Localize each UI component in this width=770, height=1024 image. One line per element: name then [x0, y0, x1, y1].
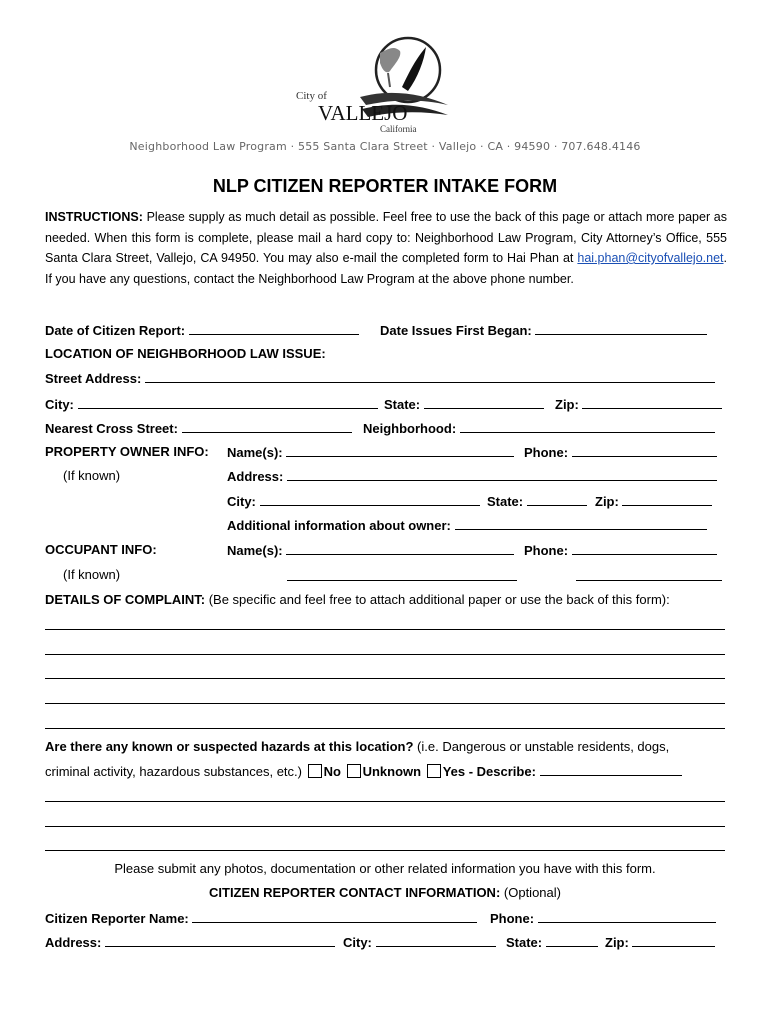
owner-names-field[interactable]: Name(s): [227, 444, 514, 460]
reporter-zip-field[interactable]: Zip: [605, 934, 715, 950]
submit-note: Please submit any photos, documentation or other related information you have with this form. [114, 861, 656, 876]
owner-phone-field[interactable]: Phone: [524, 444, 717, 460]
occupant-names-line-2[interactable] [287, 580, 517, 581]
instructions-text-2: . If you have any questions, contact the Neighborhood Law Program at the above phone number. [45, 251, 727, 286]
neighborhood-field[interactable]: Neighborhood: [363, 420, 715, 436]
form-title: NLP CITIZEN REPORTER INTAKE FORM [212, 176, 558, 196]
hazards-options-row: criminal activity, hazardous substances, etc.) No Unknown Yes - Describe: [45, 763, 682, 779]
unknown-checkbox[interactable] [347, 764, 361, 778]
occupant-if-known: (If known) [63, 567, 121, 582]
cross-street-field[interactable]: Nearest Cross Street: [45, 420, 352, 436]
instructions [45, 207, 727, 289]
hazards-question: Are there any known or suspected hazards at this location? (i.e. Dangerous or unstable residents, dogs, [45, 739, 670, 754]
no-option-label: No [323, 764, 341, 779]
owner-if-known: (If known) [63, 468, 121, 483]
contact-heading: CITIZEN REPORTER CONTACT INFORMATION: (Optional) [209, 885, 561, 900]
occupant-phone-line-2[interactable] [576, 580, 722, 581]
occupant-names-field[interactable]: Name(s): [227, 542, 514, 558]
unknown-option-label: Unknown [362, 764, 422, 779]
hazard-describe-line[interactable] [540, 763, 682, 776]
details-line[interactable] [45, 629, 725, 630]
details-line[interactable] [45, 654, 725, 655]
details-line[interactable] [45, 728, 725, 729]
city-of-vallejo-logo [290, 35, 450, 135]
letterhead-address: Neighborhood Law Program · 555 Santa Clara Street · Vallejo · CA · 94590 · 707.648.4146 [129, 140, 641, 153]
details-line[interactable] [45, 678, 725, 679]
reporter-phone-field[interactable]: Phone: [490, 910, 716, 926]
hazard-line[interactable] [45, 801, 725, 802]
instructions-label: INSTRUCTIONS: [45, 210, 143, 224]
owner-city-field[interactable]: City: [227, 493, 480, 509]
occupant-phone-field[interactable]: Phone: [524, 542, 717, 558]
email-link[interactable]: hai.phan@cityofvallejo.net [577, 251, 724, 265]
owner-zip-field[interactable]: Zip: [595, 493, 712, 509]
yes-option-label: Yes - Describe: [442, 764, 536, 779]
reporter-name-field[interactable]: Citizen Reporter Name: [45, 910, 477, 926]
svg-text:City of: City of [296, 90, 327, 102]
details-label-row: DETAILS OF COMPLAINT: (Be specific and feel free to attach additional paper or use the back of this form): [45, 592, 670, 607]
state-field[interactable]: State: [384, 396, 544, 412]
reporter-state-field[interactable]: State: [506, 934, 598, 950]
no-checkbox[interactable] [308, 764, 322, 778]
street-address-field[interactable]: Street Address: [45, 370, 715, 386]
svg-text:California: California [380, 124, 417, 134]
yes-checkbox[interactable] [427, 764, 441, 778]
reporter-address-field[interactable]: Address: [45, 934, 335, 950]
hazard-line[interactable] [45, 850, 725, 851]
instructions-text: Please supply as much detail as possible. Feel free to use the back of this page or attach more paper as needed. When this form is complete, please mail a hard copy to: Neighborhood Law Program, City Attorney’s Office, 555 Santa Clara Street, Vallejo, CA 94950. You may also e-mail the completed form to Hai Phan at [45, 210, 727, 265]
property-owner-heading: PROPERTY OWNER INFO: [45, 444, 209, 459]
occupant-heading: OCCUPANT INFO: [45, 542, 157, 557]
svg-text:VALLEJO: VALLEJO [318, 101, 408, 125]
owner-state-field[interactable]: State: [487, 493, 587, 509]
details-line[interactable] [45, 703, 725, 704]
reporter-city-field[interactable]: City: [343, 934, 496, 950]
date-began-field[interactable]: Date Issues First Began: [380, 322, 707, 338]
zip-field[interactable]: Zip: [555, 396, 722, 412]
owner-address-field[interactable]: Address: [227, 468, 717, 484]
date-report-field[interactable]: Date of Citizen Report: [45, 322, 359, 338]
city-field[interactable]: City: [45, 396, 378, 412]
location-heading: LOCATION OF NEIGHBORHOOD LAW ISSUE: [45, 346, 326, 361]
owner-additional-info-field[interactable]: Additional information about owner: [227, 517, 707, 533]
hazard-line[interactable] [45, 826, 725, 827]
